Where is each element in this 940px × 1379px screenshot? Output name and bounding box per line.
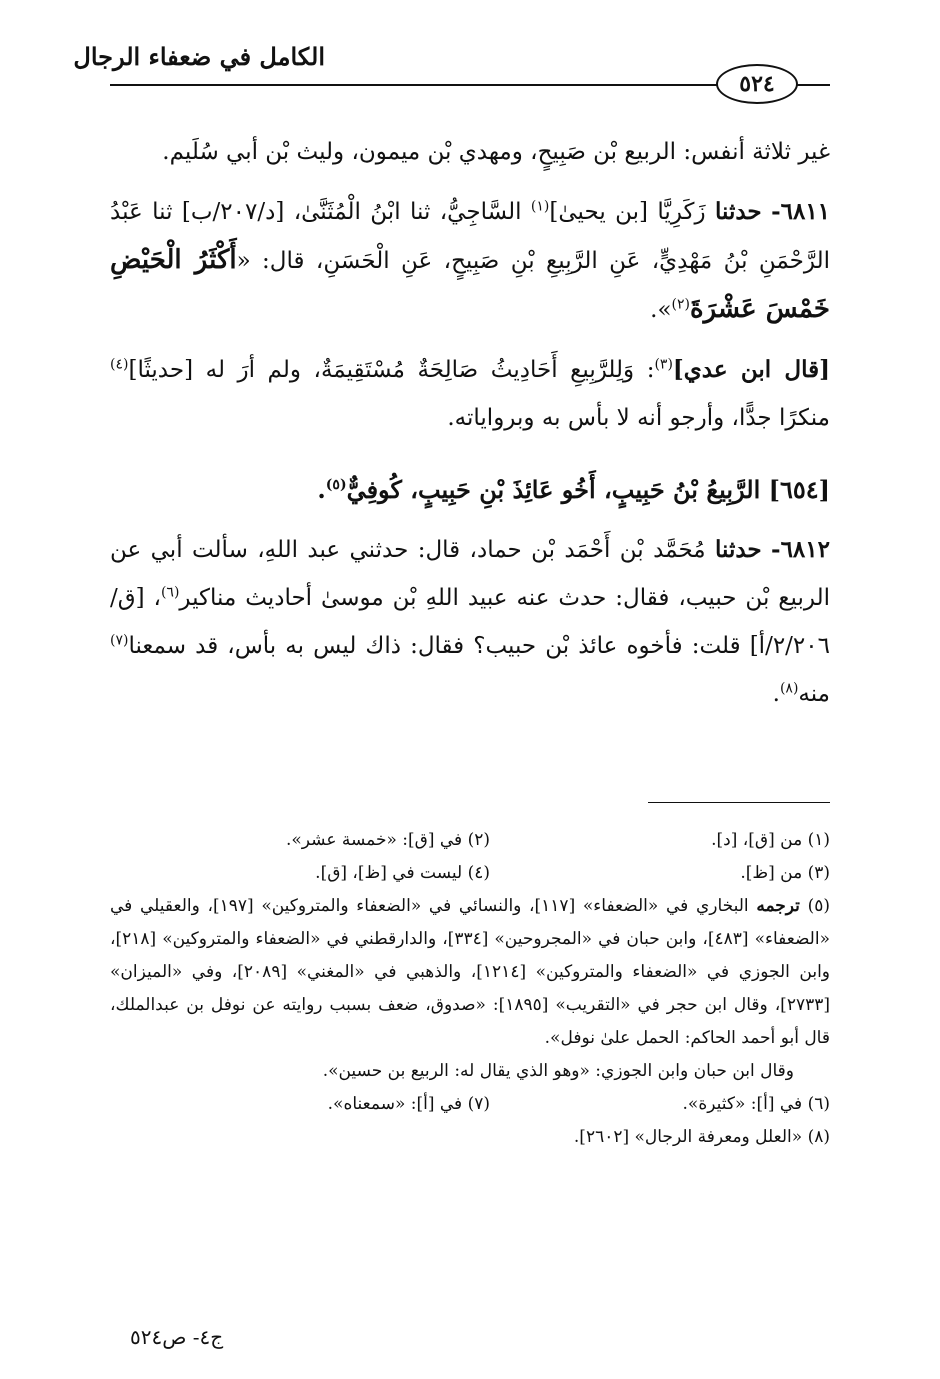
footnote-5-text: البخاري في «الضعفاء» [١١٧]، والنسائي في «الضعفاء والمتروكين» [١٩٧]، والعقيلي في «الضعفاء» [٤٨٣]، وابن حبان في «المجروحين» [٣٣٤]، والدارقطني في «الضعفاء والمتروكين» [٢١٨]، وابن الجوزي في «الضعفاء والمتروكين» [١٢١٤]، والذهبي في «المغني» [٢٠٨٩]، وفي «الميزان» [٢٧٣٣]، وقال ابن حجر في «التقريب» [١٨٩٥]: «صدوق، ضعف بسبب روايته عن نوفل بن عبدالملك، قال أبو أحمد الحاكم: الحمل علىٰ نوفل». xyxy=(110,896,830,1048)
entry-title-text: [٦٥٤] الرَّبِيعُ بْنُ حَبِيبٍ، أَخُو عَائِذَ بْنِ حَبِيبٍ، كُوفِيٌّ xyxy=(346,475,830,504)
footnote-5-extra: وقال ابن حبان وابن الجوزي: «وهو الذي يقال له: الربيع بن حسين». xyxy=(322,1061,794,1081)
footnote-ref-4: (٤) xyxy=(110,356,129,373)
footnote-ref-8: (٨) xyxy=(779,680,799,697)
text-run: ». xyxy=(650,297,672,323)
footnote-5-lead: ترجمه xyxy=(756,896,800,916)
footnote-8: (٨) «العلل ومعرفة الرجال» [٢٦٠٢]. xyxy=(573,1127,830,1147)
entry-heading xyxy=(110,466,830,514)
page-number-badge xyxy=(716,64,798,104)
footnote-ref-5: (٥) xyxy=(325,477,347,493)
footnote-5-number: (٥) xyxy=(807,896,831,916)
entry-title-end: . xyxy=(317,475,326,504)
paragraph-6811 xyxy=(110,188,830,334)
footnote-ref-7: (٧) xyxy=(110,632,129,649)
footnote-row xyxy=(110,1088,830,1121)
footnote-3: (٣) من [ظ]. xyxy=(740,863,830,883)
volume-page-reference: ج٤- ص٥٢٤ xyxy=(130,1325,224,1349)
footnote-5 xyxy=(110,890,830,1055)
footnote-row xyxy=(110,857,830,890)
footnote-6: (٦) في [أ]: «كثيرة». xyxy=(682,1094,830,1114)
footnote-divider xyxy=(648,802,830,803)
footnote-ref-1: (١) xyxy=(530,198,550,215)
footnotes xyxy=(110,824,830,1154)
hadith-lead: حدثنا xyxy=(715,198,762,225)
text-run: مُحَمَّد بْن أَحْمَد بْن حماد، قال: حدثني عبد اللهِ، سألت أبي عن الربيع بْن حبيب، فقال: حدث عنه عبيد اللهِ بْن موسىٰ أحاديث مناكير xyxy=(110,537,830,611)
hadith-number: ٦٨١٢- xyxy=(771,536,830,563)
footnote-ref-2: (٢) xyxy=(671,296,691,313)
page-number: ٥٢٤ xyxy=(739,71,775,97)
text-run: السَّاجِيُّ، ثنا ابْنُ الْمُثَنَّىٰ، [د/٢٠٧/ب] ثنا عَبْدُ الرَّحْمَنِ بْنُ مَهْدِيٍّ، عَنِ الرَّبِيعِ بْنِ صَبِيحٍ، عَنِ الْحَسَنِ، قال: « xyxy=(110,199,830,274)
text-run: منكرًا جدًّا، وأرجو أنه لا بأس به وبرواياته. xyxy=(447,405,830,431)
paragraph-1: غير ثلاثة أنفس: الربيع بْن صَبِيحٍ، ومهدي بْن ميمون، وليث بْن أبي سُلَيم. xyxy=(162,139,830,165)
text-run: ، [ق/٢/٢٠٦/أ] قلت: فأخوه عائذ بْن حبيب؟ فقال: ذاك ليس به بأس، قد سمعنا xyxy=(110,585,830,659)
running-header-title: الكامل في ضعفاء الرجال xyxy=(73,42,325,71)
paragraph-ibn-adi xyxy=(110,346,830,442)
footnote-row xyxy=(110,824,830,857)
footnote-7: (٧) في [أ]: «سمعناه». xyxy=(327,1094,490,1114)
footnote-2: (٢) في [ق]: «خمسة عشر». xyxy=(285,830,490,850)
ibn-adi-lead: [قال ابن عدي] xyxy=(672,356,830,383)
text-run: منه xyxy=(798,681,830,707)
footnote-4: (٤) ليست في [ظ]، [ق]. xyxy=(315,863,490,883)
paragraph-6812 xyxy=(110,526,830,718)
quoted-saying: أَكْثَرُ الْحَيْضِ خَمْسَ عَشْرَةَ xyxy=(110,245,830,324)
hadith-lead: حدثنا xyxy=(715,536,762,563)
footnote-ref-6: (٦) xyxy=(160,584,180,601)
main-text xyxy=(110,128,830,718)
text-run: . xyxy=(772,681,780,707)
footnote-ref-3: (٣) xyxy=(654,356,673,373)
footnote-1: (١) من [ق]، [د]. xyxy=(711,830,830,850)
text-run: : وَلِلرَّبِيعِ أَحَادِيثُ صَالِحَةٌ مُسْتَقِيمَةٌ، ولم أرَ له [حديثًا] xyxy=(128,357,655,383)
hadith-number: ٦٨١١- xyxy=(771,198,831,225)
text-run: زَكَرِيَّا [بن يحيىٰ] xyxy=(549,199,706,225)
